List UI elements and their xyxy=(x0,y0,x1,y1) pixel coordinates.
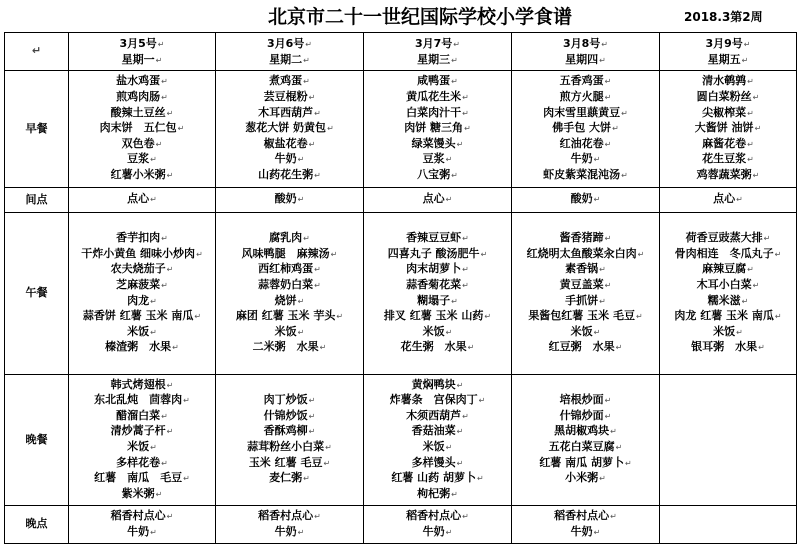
return-mark: ↵ xyxy=(612,124,619,134)
return-mark: ↵ xyxy=(763,234,771,244)
return-mark: ↵ xyxy=(754,124,762,134)
return-mark: ↵ xyxy=(150,195,157,205)
menu-table-body xyxy=(5,33,797,544)
page-title: 北京市二十一世纪国际学校小学食谱 xyxy=(267,6,572,28)
day-weekday: 星期五↵ xyxy=(707,52,749,66)
return-mark: ↵ xyxy=(155,139,163,149)
day-weekday: 星期一↵ xyxy=(121,52,163,66)
menu-item: 多样馒头↵ xyxy=(411,455,464,469)
return-mark: ↵ xyxy=(183,396,190,406)
return-mark: ↵ xyxy=(297,195,305,205)
menu-item: 煎鸡肉肠↵ xyxy=(116,90,168,104)
return-mark: ↵ xyxy=(736,327,743,337)
menu-item: 红薯 南瓜 胡萝卜↵ xyxy=(539,455,632,469)
return-mark: ↵ xyxy=(741,296,749,306)
return-mark: ↵ xyxy=(599,265,606,275)
return-mark: ↵ xyxy=(462,234,469,244)
return-mark: ↵ xyxy=(314,265,321,275)
return-mark: ↵ xyxy=(462,93,469,103)
menu-cell xyxy=(69,375,216,506)
menu-item: 蒜香菊花菜↵ xyxy=(406,277,469,291)
return-mark: ↵ xyxy=(462,280,469,290)
menu-item: 白菜肉汁干↵ xyxy=(406,105,469,119)
return-mark: ↵ xyxy=(752,93,760,103)
return-mark: ↵ xyxy=(150,327,157,337)
week-label: 2018.3第2周 xyxy=(684,10,763,24)
return-mark: ↵ xyxy=(327,124,334,134)
meal-label: 早餐 xyxy=(5,71,69,188)
return-mark: ↵ xyxy=(161,411,168,421)
return-mark: ↵ xyxy=(604,93,612,103)
return-mark: ↵ xyxy=(593,195,601,205)
return-mark: ↵ xyxy=(462,511,469,521)
menu-item: 点心↵ xyxy=(127,192,157,206)
menu-cell xyxy=(69,506,216,544)
return-mark: ↵ xyxy=(747,155,754,165)
return-mark: ↵ xyxy=(610,511,617,521)
return-mark: ↵ xyxy=(621,108,628,118)
return-mark: ↵ xyxy=(330,249,338,259)
return-mark: ↵ xyxy=(297,155,305,165)
return-mark: ↵ xyxy=(456,427,464,437)
return-mark: ↵ xyxy=(476,474,484,484)
menu-item: 米饭↵ xyxy=(713,324,743,338)
menu-cell xyxy=(216,213,364,375)
return-mark: ↵ xyxy=(747,77,754,87)
menu-item: 花生豆浆↵ xyxy=(702,152,754,166)
menu-item: 多样花卷↵ xyxy=(116,455,168,469)
day-date: 3月5号↵ xyxy=(119,36,165,50)
menu-item: 香酥鸡柳↵ xyxy=(263,424,316,438)
return-mark: ↵ xyxy=(303,77,310,87)
return-mark: ↵ xyxy=(336,312,344,322)
day-date: 3月6号↵ xyxy=(266,36,312,50)
menu-item: 农夫烧茄子↵ xyxy=(110,262,174,276)
return-mark: ↵ xyxy=(161,234,168,244)
menu-item: 牛奶↵ xyxy=(570,524,601,538)
return-mark: ↵ xyxy=(774,249,782,259)
menu-item: 肉龙 红薯 玉米 南瓜↵ xyxy=(674,309,782,323)
menu-cell xyxy=(512,506,660,544)
return-mark: ↵ xyxy=(314,170,321,180)
menu-item: 米饭↵ xyxy=(422,324,453,338)
menu-item: 培根炒面↵ xyxy=(559,393,612,407)
menu-cell xyxy=(512,213,660,375)
menu-item: 牛奶↵ xyxy=(274,152,305,166)
return-mark: ↵ xyxy=(297,296,305,306)
return-mark: ↵ xyxy=(297,527,305,537)
menu-item: 点心↵ xyxy=(713,192,743,206)
day-header-cell xyxy=(512,33,660,71)
return-mark: ↵ xyxy=(451,296,458,306)
menu-item: 豆浆↵ xyxy=(127,152,157,166)
meal-label: 午餐 xyxy=(5,213,69,375)
menu-item: 什锦炒饭↵ xyxy=(263,408,316,422)
meal-row xyxy=(5,71,797,188)
menu-item: 肉末饼 五仁包↵ xyxy=(99,121,185,135)
return-mark: ↵ xyxy=(610,427,617,437)
day-date: 3月9号↵ xyxy=(705,36,751,50)
return-mark: ↵ xyxy=(196,249,203,259)
menu-item: 黄焖鸭块↵ xyxy=(411,377,464,391)
return-mark: ↵ xyxy=(752,170,760,180)
menu-item: 稻香村点心↵ xyxy=(406,508,469,522)
meal-row xyxy=(5,213,797,375)
menu-item: 蒜香饼 红薯 玉米 南瓜↵ xyxy=(82,309,202,323)
menu-item: 圆白菜粉丝↵ xyxy=(696,90,760,104)
return-mark: ↵ xyxy=(747,139,754,149)
menu-item: 黄豆盖菜↵ xyxy=(559,277,612,291)
return-mark: ↵ xyxy=(467,343,475,353)
return-mark: ↵ xyxy=(161,93,168,103)
day-weekday: 星期二↵ xyxy=(269,52,310,66)
return-mark: ↵ xyxy=(462,411,469,421)
menu-item: 麦仁粥↵ xyxy=(269,471,310,485)
menu-item: 酱香猪蹄↵ xyxy=(559,231,612,245)
menu-item: 芸豆棍粉↵ xyxy=(263,90,316,104)
menu-item: 佛手包 大饼↵ xyxy=(552,121,619,135)
menu-item: 芝麻菠菜↵ xyxy=(116,277,168,291)
menu-item: 韩式烤翅根↵ xyxy=(110,377,174,391)
return-mark: ↵ xyxy=(183,474,190,484)
menu-item: 肉龙↵ xyxy=(127,293,157,307)
return-mark: ↵ xyxy=(166,170,174,180)
menu-cell xyxy=(364,213,512,375)
menu-cell xyxy=(660,188,797,213)
return-mark: ↵ xyxy=(157,39,165,49)
menu-cell xyxy=(364,375,512,506)
return-mark: ↵ xyxy=(150,155,157,165)
menu-item: 银耳粥 水果↵ xyxy=(691,340,765,354)
menu-cell xyxy=(69,71,216,188)
return-mark: ↵ xyxy=(456,380,464,390)
return-mark: ↵ xyxy=(635,312,643,322)
return-mark: ↵ xyxy=(615,443,623,452)
menu-item: 山药花生粥↵ xyxy=(258,167,321,181)
day-weekday: 星期四↵ xyxy=(565,52,606,66)
return-mark: ↵ xyxy=(177,124,185,134)
menu-item: 什锦炒面↵ xyxy=(559,408,612,422)
menu-item: 二米粥 水果↵ xyxy=(252,340,327,354)
meal-row xyxy=(5,506,797,544)
menu-item: 煎方火腿↵ xyxy=(559,90,612,104)
menu-cell xyxy=(512,375,660,506)
return-mark: ↵ xyxy=(445,443,453,452)
return-mark: ↵ xyxy=(741,55,749,65)
return-mark: ↵ xyxy=(478,396,486,406)
return-mark: ↵ xyxy=(150,527,157,537)
day-header-cell xyxy=(216,33,364,71)
menu-item: 米饭↵ xyxy=(422,440,453,453)
menu-item: 香辣豆豆虾↵ xyxy=(406,231,469,245)
menu-item: 牛奶↵ xyxy=(274,524,305,538)
menu-cell xyxy=(660,213,797,375)
return-mark: ↵ xyxy=(150,296,157,306)
menu-item: 虾皮紫菜混沌汤↵ xyxy=(543,167,628,181)
menu-item: 醋溜白菜↵ xyxy=(116,408,168,422)
return-mark: ↵ xyxy=(166,380,174,390)
menu-cell xyxy=(512,188,660,213)
menu-item: 肉饼 糖三角↵ xyxy=(404,121,471,135)
menu-item: 风味鸭腿 麻辣汤↵ xyxy=(241,246,338,260)
return-mark: ↵ xyxy=(303,234,310,244)
menu-item: 双色卷↵ xyxy=(121,136,163,150)
menu-item: 骨肉相连 冬瓜丸子↵ xyxy=(674,246,782,260)
menu-item: 木耳西葫芦↵ xyxy=(258,105,321,119)
return-mark: ↵ xyxy=(604,411,612,421)
menu-item: 红薯 南瓜 毛豆↵ xyxy=(94,471,190,485)
menu-item: 红薯小米粥↵ xyxy=(110,167,174,181)
menu-item: 牛奶↵ xyxy=(422,524,453,538)
menu-item: 稻香村点心↵ xyxy=(110,508,174,522)
menu-item: 牛奶↵ xyxy=(570,152,601,166)
return-mark: ↵ xyxy=(303,55,310,65)
menu-item: 排叉 红薯 玉米 山药↵ xyxy=(383,309,492,323)
return-mark: ↵ xyxy=(601,39,608,49)
return-mark: ↵ xyxy=(308,396,316,406)
menu-cell xyxy=(216,188,364,213)
menu-item: 东北乱炖 茴蓉肉↵ xyxy=(94,393,190,407)
menu-item: 五花白菜豆腐↵ xyxy=(548,440,623,453)
menu-item: 糊塌子↵ xyxy=(417,293,458,307)
return-mark: ↵ xyxy=(752,280,760,290)
return-mark: ↵ xyxy=(308,139,316,149)
return-mark: ↵ xyxy=(736,195,743,205)
return-mark: ↵ xyxy=(453,39,460,49)
menu-cell xyxy=(69,213,216,375)
menu-item: 鸡蓉蔬菜粥↵ xyxy=(696,167,760,181)
return-mark: ↵ xyxy=(599,474,606,484)
menu-cell xyxy=(364,71,512,188)
return-mark: ↵ xyxy=(155,55,163,65)
return-mark: ↵ xyxy=(303,474,310,484)
return-mark: ↵ xyxy=(456,139,464,149)
return-mark: ↵ xyxy=(445,195,453,205)
return-mark: ↵ xyxy=(161,77,168,87)
return-mark: ↵ xyxy=(451,489,458,499)
menu-item: 米饭↵ xyxy=(127,324,157,338)
menu-item: 椒盐花卷↵ xyxy=(263,136,316,150)
menu-item: 炸薯条 宫保肉丁↵ xyxy=(389,393,486,407)
menu-item: 牛奶↵ xyxy=(127,524,157,538)
menu-item: 紫米粥↵ xyxy=(121,486,163,500)
return-mark: ↵ xyxy=(604,396,612,406)
day-date: 3月7号↵ xyxy=(414,36,460,50)
return-mark: ↵ xyxy=(297,327,305,337)
return-mark: ↵ xyxy=(774,312,782,322)
return-mark: ↵ xyxy=(743,39,751,49)
header-corner-cell xyxy=(5,33,69,71)
menu-item: 绿菜馒头↵ xyxy=(411,136,464,150)
menu-item: 蒜蓉奶白菜↵ xyxy=(258,277,321,291)
menu-item: 酸奶↵ xyxy=(274,192,305,206)
return-mark: ↵ xyxy=(150,443,157,452)
menu-item: 荷香豆豉蒸大排↵ xyxy=(685,231,771,245)
return-mark: ↵ xyxy=(308,411,316,421)
return-mark: ↵ xyxy=(194,312,202,322)
day-weekday: 星期三↵ xyxy=(417,52,458,66)
menu-item: 酸辣土豆丝↵ xyxy=(110,105,174,119)
menu-item: 蒜茸粉丝小白菜↵ xyxy=(247,440,332,453)
return-mark: ↵ xyxy=(462,265,469,275)
return-mark: ↵ xyxy=(451,55,458,65)
menu-item: 大酱饼 油饼↵ xyxy=(694,121,762,135)
menu-item: 腐乳肉↵ xyxy=(269,231,310,245)
meal-label: 晚点 xyxy=(5,506,69,544)
return-mark: ↵ xyxy=(599,296,606,306)
return-mark: ↵ xyxy=(621,170,628,180)
return-mark: ↵ xyxy=(615,343,623,353)
menu-item: 麻辣豆腐↵ xyxy=(702,262,754,276)
return-mark: ↵ xyxy=(456,458,464,468)
return-mark: ↵ xyxy=(445,155,453,165)
menu-item: 稻香村点心↵ xyxy=(554,508,617,522)
day-date: 3月8号↵ xyxy=(562,36,608,50)
menu-item: 手抓饼↵ xyxy=(565,293,606,307)
meal-row xyxy=(5,375,797,506)
menu-item: 红烧明太鱼酸菜汆白肉↵ xyxy=(526,246,645,260)
return-mark: ↵ xyxy=(637,249,645,259)
menu-item: 豆浆↵ xyxy=(422,152,453,166)
menu-item: 黑胡椒鸡块↵ xyxy=(554,424,617,438)
return-mark: ↵ xyxy=(161,458,168,468)
return-mark: ↵ xyxy=(172,343,179,353)
menu-cell xyxy=(69,188,216,213)
menu-item: 素香锅↵ xyxy=(565,262,606,276)
menu-item: 尖椒榨菜↵ xyxy=(702,105,754,119)
menu-table xyxy=(4,32,797,544)
menu-item: 西红柿鸡蛋↵ xyxy=(258,262,321,276)
menu-cell xyxy=(216,375,364,506)
menu-item: 四喜丸子 酸汤肥牛↵ xyxy=(387,246,488,260)
day-header-cell xyxy=(660,33,797,71)
return-mark: ↵ xyxy=(314,511,321,521)
menu-item: 榛渣粥 水果↵ xyxy=(105,340,179,354)
menu-item: 香菇油菜↵ xyxy=(411,424,464,438)
return-mark: ↵ xyxy=(604,234,612,244)
menu-item: 红油花卷↵ xyxy=(559,136,612,150)
menu-item: 红薯 山药 胡萝卜↵ xyxy=(391,471,484,485)
return-mark: ↵ xyxy=(445,527,453,537)
menu-item: 木耳小白菜↵ xyxy=(696,277,760,291)
return-mark: ↵ xyxy=(325,443,332,452)
menu-item: 煮鸡蛋↵ xyxy=(269,74,310,88)
menu-item: 盐水鸡蛋↵ xyxy=(116,74,168,88)
menu-item: 果酱包红薯 玉米 毛豆↵ xyxy=(528,309,643,323)
return-mark: ↵ xyxy=(604,280,612,290)
day-header-cell xyxy=(364,33,512,71)
menu-item: 点心↵ xyxy=(422,192,453,206)
return-mark: ↵ xyxy=(314,108,321,118)
return-mark: ↵ xyxy=(308,427,316,437)
menu-item: 稻香村点心↵ xyxy=(258,508,321,522)
menu-item: 黄瓜花生米↵ xyxy=(406,90,469,104)
return-mark: ↵ xyxy=(451,170,458,180)
menu-item: 香芋扣肉↵ xyxy=(116,231,168,245)
menu-cell xyxy=(660,71,797,188)
return-mark: ↵ xyxy=(593,527,601,537)
return-mark: ↵ xyxy=(484,312,492,322)
return-mark: ↵ xyxy=(319,343,327,353)
return-mark: ↵ xyxy=(305,39,312,49)
menu-item: 酸奶↵ xyxy=(570,192,601,206)
menu-item: 清炒蒿子杆↵ xyxy=(110,424,174,438)
menu-item: 米饭↵ xyxy=(274,324,305,338)
return-mark: ↵ xyxy=(624,458,632,468)
menu-cell xyxy=(364,188,512,213)
return-mark: ↵ xyxy=(747,265,754,275)
meal-label: 间点 xyxy=(5,188,69,213)
return-mark: ↵ xyxy=(604,139,612,149)
header-row xyxy=(5,33,797,71)
meal-row xyxy=(5,188,797,213)
menu-cell xyxy=(364,506,512,544)
return-mark: ↵ xyxy=(31,44,42,58)
menu-item: 葱花大饼 奶黄包↵ xyxy=(245,121,334,135)
menu-item: 肉丁炒饭↵ xyxy=(263,393,316,407)
menu-item: 烧饼↵ xyxy=(274,293,305,307)
menu-cell xyxy=(216,71,364,188)
return-mark: ↵ xyxy=(599,55,606,65)
menu-item: 麻团 红薯 玉米 芋头↵ xyxy=(235,309,344,323)
return-mark: ↵ xyxy=(593,327,601,337)
menu-item: 米饭↵ xyxy=(127,440,157,453)
return-mark: ↵ xyxy=(166,427,174,437)
day-header-cell xyxy=(69,33,216,71)
menu-cell xyxy=(660,375,797,506)
return-mark: ↵ xyxy=(166,265,174,275)
menu-cell xyxy=(216,506,364,544)
menu-item: 花生粥 水果↵ xyxy=(400,340,475,354)
return-mark: ↵ xyxy=(462,108,469,118)
return-mark: ↵ xyxy=(445,327,453,337)
return-mark: ↵ xyxy=(308,93,316,103)
menu-item: 米饭↵ xyxy=(570,324,601,338)
menu-item: 麻酱花卷↵ xyxy=(702,136,754,150)
return-mark: ↵ xyxy=(747,108,754,118)
return-mark: ↵ xyxy=(451,77,458,87)
menu-item: 小米粥↵ xyxy=(565,471,606,485)
menu-item: 木须西葫芦↵ xyxy=(406,408,469,422)
return-mark: ↵ xyxy=(604,77,612,87)
menu-item: 八宝粥↵ xyxy=(417,167,458,181)
return-mark: ↵ xyxy=(166,108,174,118)
menu-item: 肉末胡萝卜↵ xyxy=(406,262,469,276)
menu-item: 五香鸡蛋↵ xyxy=(559,74,612,88)
menu-cell xyxy=(512,71,660,188)
menu-item: 清水鹌鹑↵ xyxy=(702,74,754,88)
return-mark: ↵ xyxy=(323,458,331,468)
menu-item: 咸鸭蛋↵ xyxy=(417,74,458,88)
return-mark: ↵ xyxy=(758,343,765,353)
menu-item: 玉米 红薯 毛豆↵ xyxy=(248,455,331,469)
menu-item: 糯米滋↵ xyxy=(707,293,749,307)
menu-cell xyxy=(660,506,797,544)
return-mark: ↵ xyxy=(155,489,163,499)
menu-item: 干炸小黄鱼 细味小炒肉↵ xyxy=(81,246,203,260)
menu-item: 枸杞粥↵ xyxy=(417,486,458,500)
return-mark: ↵ xyxy=(464,124,471,134)
menu-item: 红豆粥 水果↵ xyxy=(548,340,623,354)
return-mark: ↵ xyxy=(593,155,601,165)
meal-label: 晚餐 xyxy=(5,375,69,506)
return-mark: ↵ xyxy=(480,249,488,259)
return-mark: ↵ xyxy=(166,511,174,521)
return-mark: ↵ xyxy=(161,280,168,290)
return-mark: ↵ xyxy=(314,280,321,290)
menu-item: 肉末雪里蕻黄豆↵ xyxy=(543,105,628,119)
